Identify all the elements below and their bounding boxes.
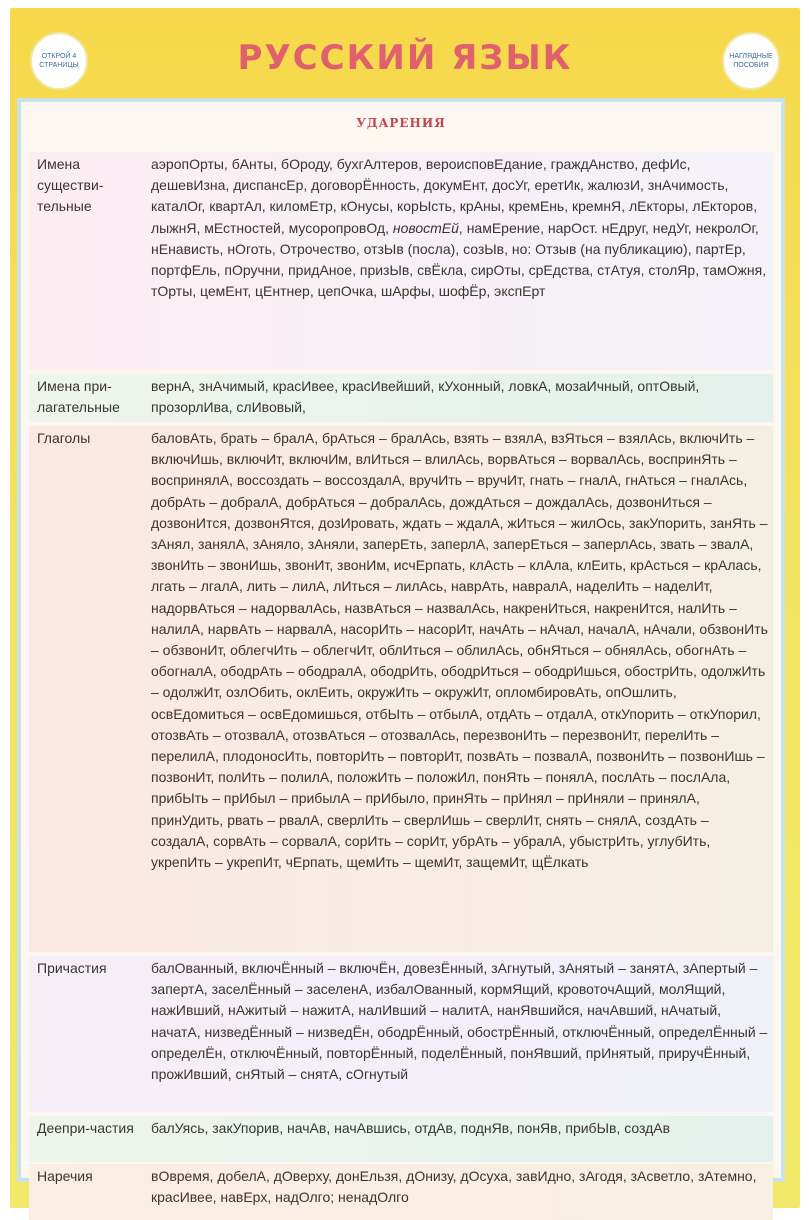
- row-text: [151, 154, 769, 302]
- row-label: Наречия: [37, 1168, 93, 1184]
- open-pages-badge-text: ОТКРОЙ 4 СТРАНИЦЫ: [39, 53, 79, 69]
- row-label: Причастия: [37, 960, 107, 976]
- visual-aids-badge: [722, 32, 780, 90]
- content-panel: [17, 98, 785, 1206]
- row-verbs: [29, 426, 773, 952]
- row-label: Глаголы: [37, 430, 91, 446]
- section-subtitle: УДАРЕНИЯ: [356, 116, 446, 130]
- row-adjectives: [29, 374, 773, 422]
- row-text-italic: новостЕй: [392, 219, 459, 236]
- row-text: вОвремя, добелА, дОверху, донЕльзя, дОнизу, дОсуха, завИдно, зАгодя, зАсветло, зАтемно, красИвее, навЕрх, надОлго; ненадОлго: [151, 1168, 757, 1206]
- row-text-part-a: аэропОрты, бАнты, бОроду, бухгАлтеров, вероисповЕдание, граждАнство, дефИс, дешевИзна, диспансЕр, договорЁнность, докумЕнт, досУг, еретИк, жалюзИ, знАчимость, каталОг, квартАл, киломЕтр, кОнусы, корЫсть, крАны, кремЕнь, кремнЯ, лЕкторы, лЕкторов, лыжнЯ, мЕстностей, мусоропровОд,: [151, 156, 758, 236]
- row-adverbs: [29, 1164, 773, 1220]
- row-text: вернА, знАчимый, красИвее, красИвейший, кУхонный, ловкА, мозаИчный, оптОвый, прозорлИва, слИвовый,: [151, 378, 700, 416]
- row-gerunds: [29, 1116, 773, 1162]
- row-nouns: [29, 152, 773, 370]
- row-text: балОванный, включЁнный – включЁн, довезЁнный, зАгнутый, зАнятый – занятА, зАпертый – запертА, заселЁнный – заселенА, избалОванный, кормЯщий, кровоточАщий, молЯщий, нажИвший, нАжитый – нажитА, налИвший – налитА, нанЯвшийся, начАвший, нАчатый, начатА, низведЁнный – низведЁн, ободрЁнный, обострЁнный, отключЁнный, определЁнный – определЁн, отключЁнный, повторЁнный, поделЁнный, понЯвший, прИнятый, приручЁнный, прожИвший, снЯтый – снятА, сОгнутый: [151, 960, 768, 1083]
- row-label: Имена существи-тельные: [37, 156, 104, 214]
- row-participles: [29, 956, 773, 1112]
- row-text-part-b: , намЕрение, нарОст. нЕдруг, недУг, некролОг, нЕнависть, нОготь, Отрочество, отзЫв (посла), созЫв, но: Отзыв (на публикацию), партЕр, портфЕль, пОручни, придАное, призЫв, свЁкла, сирОты, срЕдства, стАтуя, столЯр, тамОжня, тОрты, цемЕнт, цЕнтнер, цепОчка, шАрфы, шофЁр, экспЕрт: [151, 219, 767, 300]
- visual-aids-badge-text: НАГЛЯДНЫЕ ПОСОБИЯ: [729, 53, 773, 69]
- page-title: РУССКИЙ ЯЗЫК: [237, 38, 573, 78]
- row-label: Деепри-частия: [37, 1120, 134, 1136]
- row-label: Имена при-лагательные: [37, 378, 120, 415]
- row-text: балУясь, закУпорив, начАв, начАвшись, отдАв, поднЯв, понЯв, прибЫв, создАв: [151, 1120, 671, 1136]
- row-text: баловАть, брать – бралА, брАться – бралАсь, взять – взялА, взЯться – взялАсь, включИть – включИшь, включИт, включИм, влИться – влилАсь, ворвАться – ворвалАсь, воспринЯть – воспринялА, воссоздать – воссоздалА, вручИть – вручИт, гнать – гналА, гнАться – гналАсь, добрАть – добралА, добрАться – добралАсь, дождАться – дождалАсь, дозвонИться – дозвонИтся, дозвонЯтся, дозИровать, ждать – ждалА, жИться – жилОсь, закУпорить, занЯть – зАнял, занялА, зАняло, зАняли, заперЕть, заперлА, заперЕться – заперлАсь, звать – звалА, звонИть – звонИшь, звонИт, звонИм, исчЕрпать, клАсть – клАла, клЕить, крАсться – крАлась, лгать – лгалА, лить – лилА, лИться – лилАсь, наврАть, навралА, наделИть – наделИт, надорвАться – надорвалАсь, назвАться – назвалАсь, накренИться, накренИтся, налИть – налилА, нарвАть – нарвалА, насорИть – насорИт, начАть – нАчал, началА, нАчали, обзвонИть – обзвонИт, облегчИть – облегчИт, облИться – облилАсь, обнЯться – обнялАсь, обогнАть – обогналА, ободрАть – ободралА, ободрИть, ободрИться – ободрИшься, обострИть, одолжИть – одолжИт, озлОбить, оклЕить, окружИть – окружИт, опломбировАть, опОшлить, освЕдомиться – освЕдомишься, отбЫть – отбылА, отдАть – отдалА, откУпорить – откУпорил, отозвАть – отозвалА, отозвАться – отозвалАсь, перезвонИть – перезвонИт, перелИть – перелилА, плодоносИть, повторИть – повторИт, позвАть – позвалА, позвонИть – позвонИшь – позвонИт, полИть – полилА, положИть – положИл, понЯть – понялА, послАть – послАла, прибЫть – прИбыл – прибылА – прИбыло, принЯть – прИнял – прИняли – принялА, принУдить, рвать – рвалА, сверлИть – сверлИшь – сверлИт, снять – снялА, создАть – создалА, сорвАть – сорвалА, сорИть – сорИт, убрАть – убралА, убыстрИть, углубИть, укрепИть – укрепИт, чЕрпать, щемИть – щемИт, защемИт, щЁлкать: [151, 430, 768, 871]
- poster: [10, 8, 800, 1208]
